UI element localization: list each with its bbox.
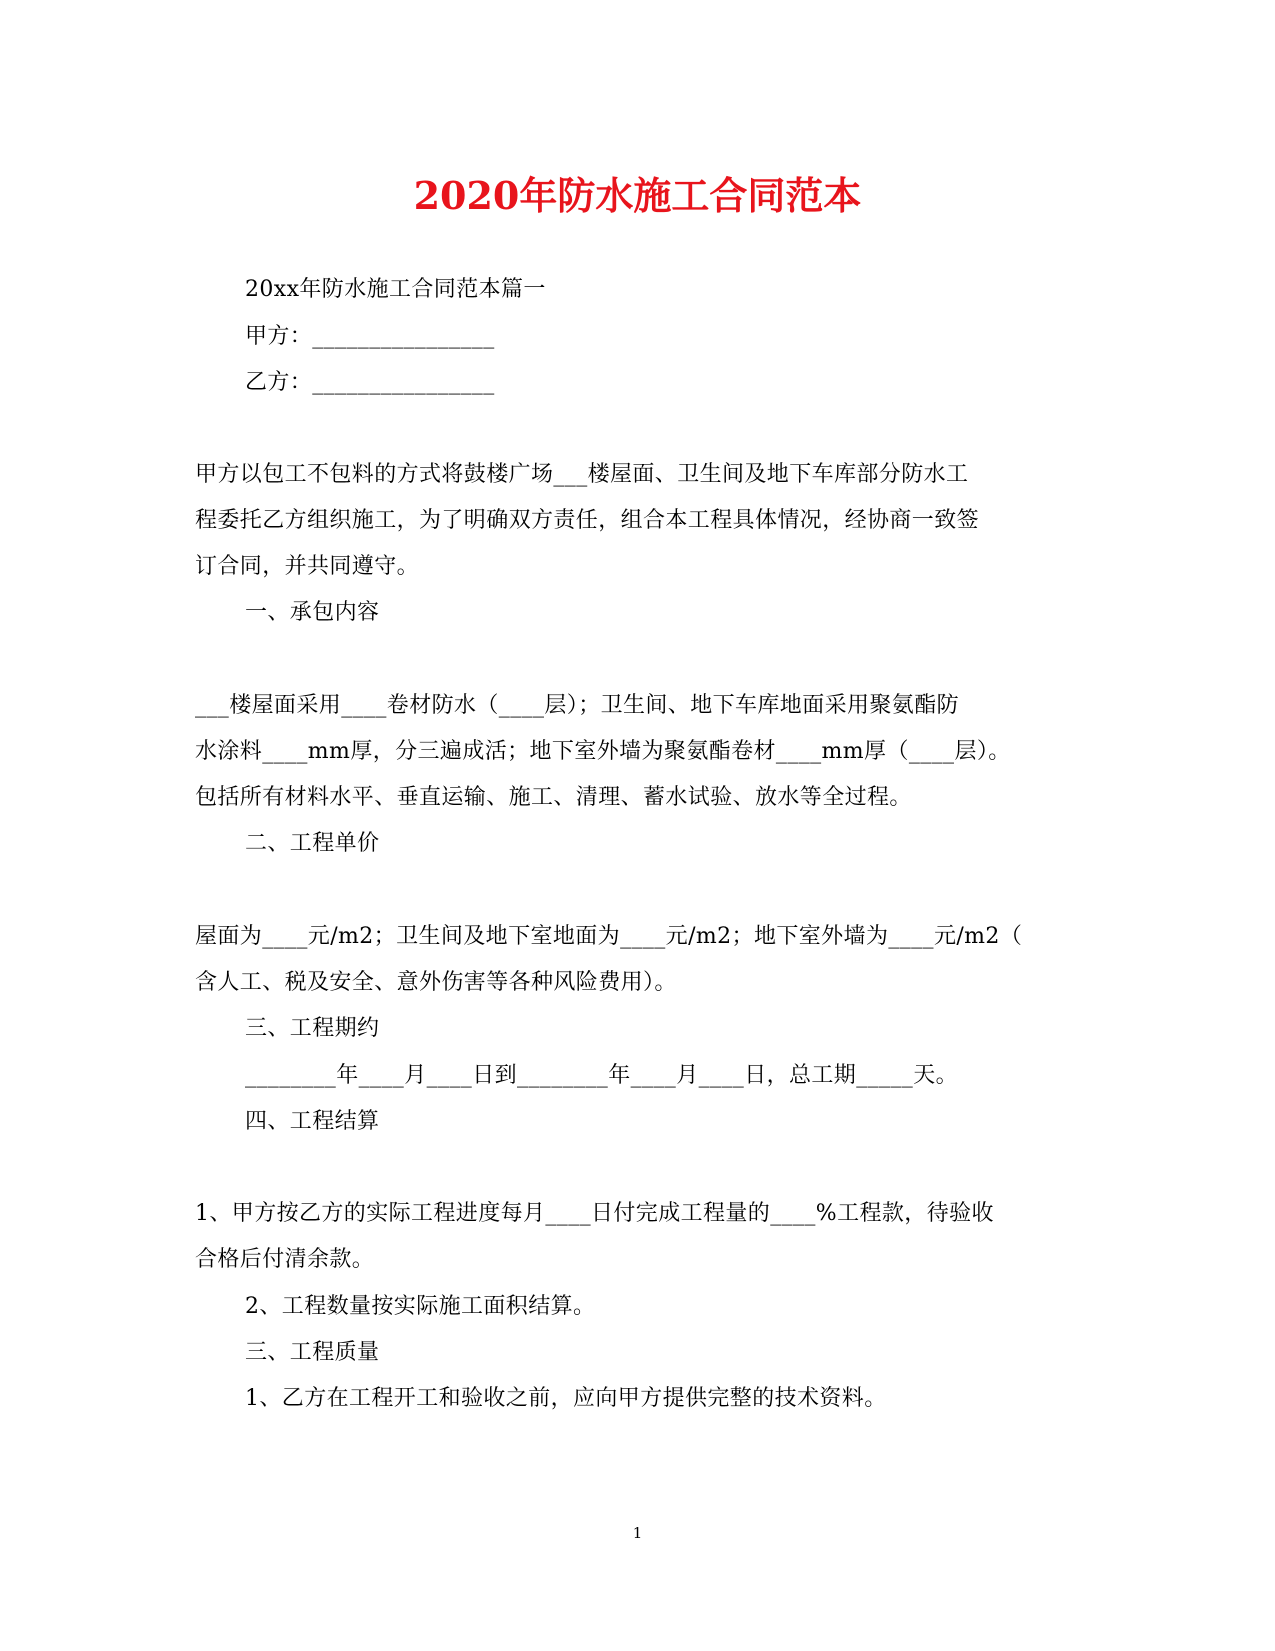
paragraph-line: ________年____月____日到________年____月____日，总工期_____天。 bbox=[245, 1063, 959, 1088]
paragraph-line: ___楼屋面采用____卷材防水（____层）；卫生间、地下车库地面采用聚氨酯防 bbox=[195, 693, 960, 718]
paragraph-line: 2、工程数量按实际施工面积结算。 bbox=[245, 1294, 596, 1319]
paragraph-line: 1、甲方按乙方的实际工程进度每月____日付完成工程量的____%工程款，待验收 bbox=[195, 1201, 994, 1226]
page-number: 1 bbox=[632, 1524, 643, 1542]
clause-heading: 一、承包内容 bbox=[245, 600, 380, 625]
clause-heading: 三、工程期约 bbox=[245, 1016, 380, 1041]
party-b-line: 乙方：________________ bbox=[245, 370, 495, 395]
paragraph-line: 包括所有材料水平、垂直运输、施工、清理、蓄水试验、放水等全过程。 bbox=[195, 785, 912, 810]
section-heading: 20xx年防水施工合同范本篇一 bbox=[245, 277, 546, 302]
paragraph-line: 屋面为____元/m2；卫生间及地下室地面为____元/m2；地下室外墙为____元/m2（ bbox=[195, 924, 1023, 949]
paragraph-line: 含人工、税及安全、意外伤害等各种风险费用）。 bbox=[195, 970, 677, 995]
paragraph-line: 水涂料____mm厚，分三遍成活；地下室外墙为聚氨酯卷材____mm厚（____层）。 bbox=[195, 739, 1011, 764]
paragraph-line: 订合同，并共同遵守。 bbox=[195, 554, 420, 579]
clause-heading: 三、工程质量 bbox=[245, 1340, 380, 1365]
document-title: 2020年防水施工合同范本 bbox=[413, 173, 862, 218]
paragraph-line: 合格后付清余款。 bbox=[195, 1247, 375, 1272]
clause-heading: 二、工程单价 bbox=[245, 831, 380, 856]
paragraph-line: 甲方以包工不包料的方式将鼓楼广场___楼屋面、卫生间及地下车库部分防水工 bbox=[195, 462, 969, 487]
paragraph-line: 1、乙方在工程开工和验收之前，应向甲方提供完整的技术资料。 bbox=[245, 1386, 887, 1411]
paragraph-line: 程委托乙方组织施工，为了明确双方责任，组合本工程具体情况，经协商一致签 bbox=[195, 508, 980, 533]
party-a-line: 甲方：________________ bbox=[245, 324, 495, 349]
clause-heading: 四、工程结算 bbox=[245, 1109, 380, 1134]
